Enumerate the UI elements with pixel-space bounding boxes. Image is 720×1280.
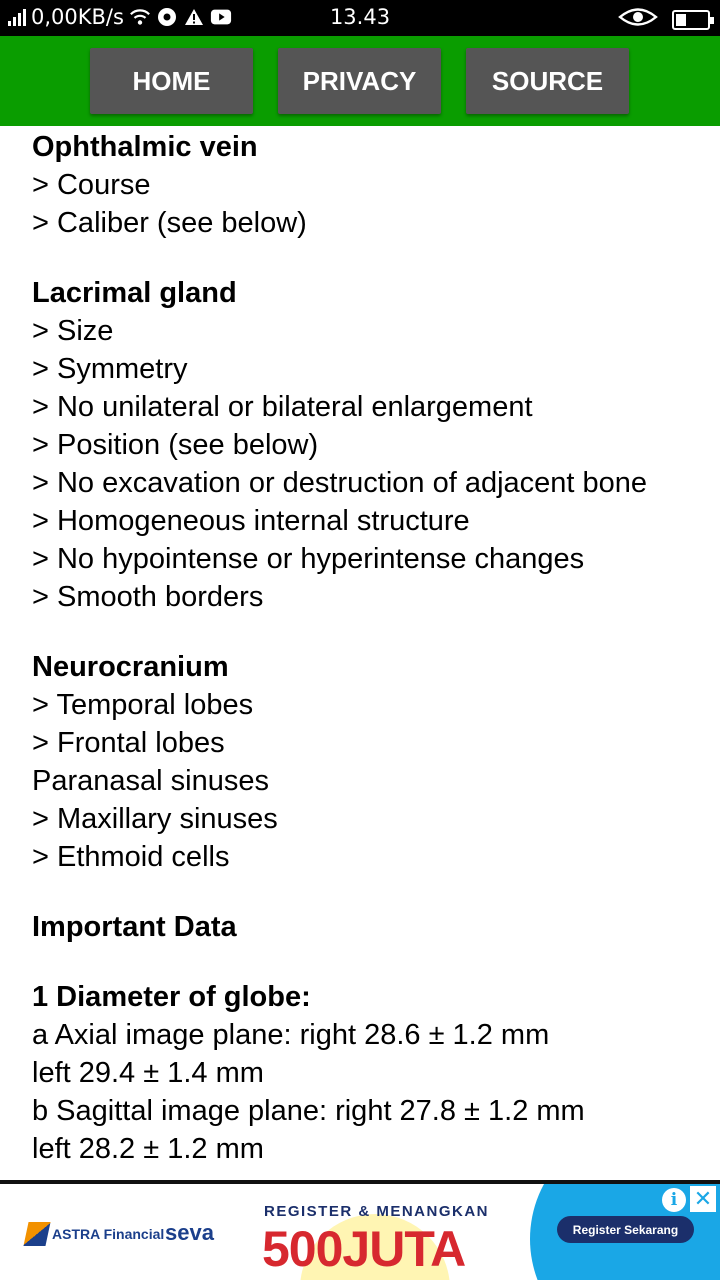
list-item: > Size [32, 315, 114, 347]
section-title: Neurocranium [32, 651, 229, 683]
list-item: a Axial image plane: right 28.6 ± 1.2 mm [32, 1019, 550, 1051]
list-item: > Course [32, 169, 151, 201]
list-item: > Homogeneous internal structure [32, 505, 470, 537]
source-button[interactable]: SOURCE [466, 48, 629, 114]
list-item: > Position (see below) [32, 429, 319, 461]
list-item: left 29.4 ± 1.4 mm [32, 1057, 264, 1089]
list-item: > No unilateral or bilateral enlargement [32, 391, 533, 423]
ad-amount: 500JUTA [262, 1221, 466, 1277]
section-title: Lacrimal gland [32, 277, 237, 309]
eye-icon [618, 6, 658, 33]
seva-logo: seva [165, 1220, 214, 1245]
clock: 13.43 [329, 5, 391, 29]
status-bar [0, 0, 720, 36]
list-item: > Symmetry [32, 353, 188, 385]
section-ophthalmic-vein [32, 128, 688, 242]
section-title: Important Data [32, 911, 237, 943]
ad-info-icon[interactable]: i [662, 1188, 686, 1212]
section-title: 1 Diameter of globe: [32, 981, 311, 1013]
close-icon[interactable]: ✕ [690, 1186, 716, 1212]
battery-icon [672, 10, 710, 30]
home-button[interactable]: HOME [90, 48, 253, 114]
article-content [32, 126, 688, 1180]
register-button[interactable]: Register Sekarang [557, 1216, 694, 1243]
astra-logo-icon [23, 1222, 50, 1246]
status-right [618, 6, 710, 33]
list-item: > Ethmoid cells [32, 841, 230, 873]
astra-logo-text: ASTRA Financial [52, 1226, 165, 1242]
list-item: b Sagittal image plane: right 27.8 ± 1.2 mm [32, 1095, 585, 1127]
section-important-data [32, 908, 688, 946]
section-title: Ophthalmic vein [32, 131, 258, 163]
ad-banner[interactable] [0, 1184, 720, 1280]
list-item: > Temporal lobes [32, 689, 254, 721]
list-item: > Maxillary sinuses [32, 803, 278, 835]
privacy-button[interactable]: PRIVACY [278, 48, 441, 114]
nav-bar [0, 36, 720, 126]
section-diameter-of-globe [32, 978, 688, 1168]
list-item: > Frontal lobes [32, 727, 225, 759]
list-item: > Caliber (see below) [32, 207, 307, 239]
ad-headline: REGISTER & MENANGKAN [264, 1203, 490, 1220]
list-item: Paranasal sinuses [32, 765, 269, 797]
network-speed: 0,00KB/s [31, 5, 124, 29]
list-item: > No hypointense or hyperintense changes [32, 543, 585, 575]
astra-logo [26, 1222, 164, 1246]
section-neurocranium [32, 648, 688, 876]
list-item: > Smooth borders [32, 581, 264, 613]
list-item: left 28.2 ± 1.2 mm [32, 1133, 264, 1165]
section-lacrimal-gland [32, 274, 688, 616]
list-item: > No excavation or destruction of adjacent bone [32, 467, 648, 499]
